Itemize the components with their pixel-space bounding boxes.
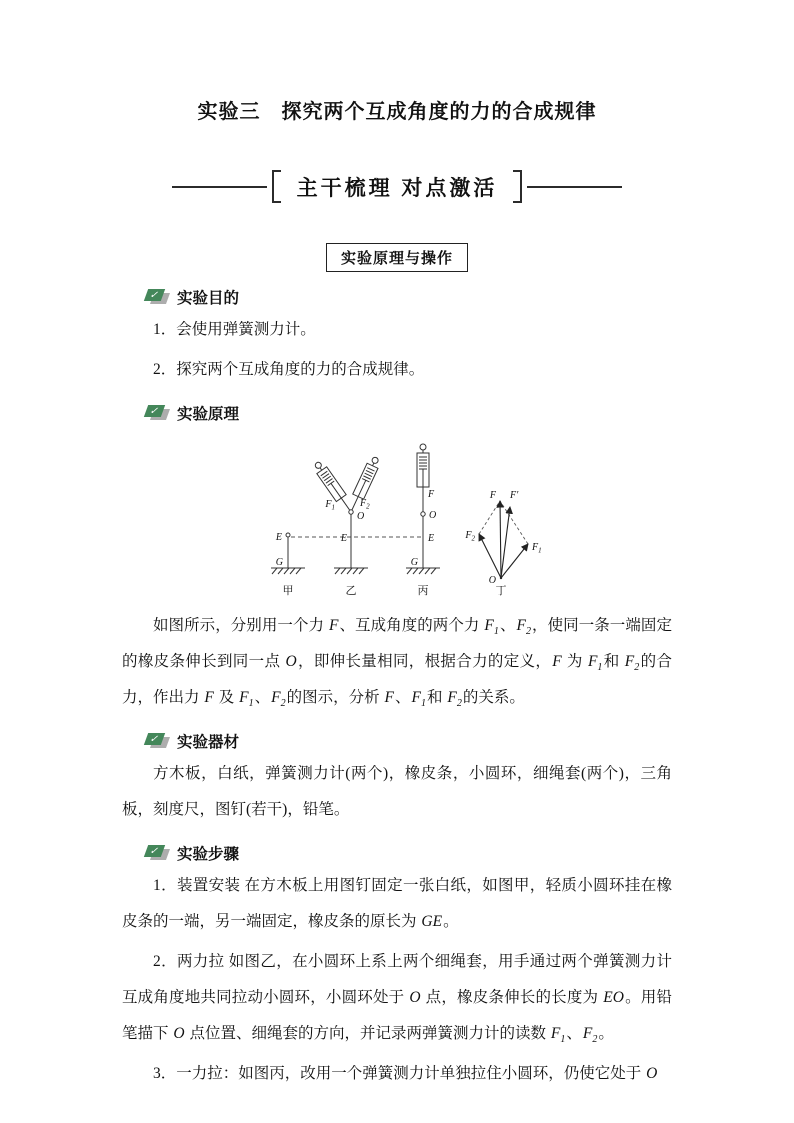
- heading-steps: [146, 842, 672, 864]
- label-O: O: [429, 510, 437, 521]
- step-paragraph-1: 1．装置安装 在方木板上用图钉固定一张白纸，如图甲，轻质小圆环挂在橡皮条的一端，另一端固定，橡皮条的原长为 GE。: [122, 877, 672, 930]
- force-vector-F: [500, 501, 501, 578]
- section-box-wrap: [122, 243, 672, 272]
- ring-icon: [349, 510, 353, 514]
- experiment-figure-svg: [251, 430, 571, 604]
- purpose-item-2: 2．探究两个互成角度的力的合成规律。: [153, 361, 425, 378]
- label-O: O: [357, 511, 365, 522]
- check-icon: [146, 289, 169, 306]
- equipment-paragraph: 方木板，白纸，弹簧测力计(两个)，橡皮条，小圆环，细绳套(两个)，三角板，刻度尺，图钉(若干)，铅笔。: [122, 765, 672, 818]
- label-E: E: [428, 533, 435, 544]
- experiment-figure: [136, 430, 686, 604]
- page-title: 实验三 探究两个互成角度的力的合成规律: [197, 101, 597, 123]
- heading-equipment-label: 实验器材: [177, 734, 240, 751]
- banner-bracket-left-icon: [272, 170, 281, 203]
- check-icon-mark: ✓: [144, 405, 165, 417]
- heading-principle-label: 实验原理: [177, 406, 240, 423]
- ground-hatch-icon: [406, 568, 440, 574]
- check-icon: [146, 845, 169, 862]
- label-F1: $F_1$: [325, 499, 335, 512]
- step-paragraph-3: 3．一力拉：如图丙，改用一个弹簧测力计单独拉住小圆环，仍使它处于 O: [153, 1065, 658, 1082]
- panel-label-yi: 乙: [345, 585, 357, 597]
- panel-label-jia: 甲: [282, 585, 294, 597]
- check-icon-mark: ✓: [144, 289, 165, 301]
- ring-icon: [421, 512, 425, 516]
- label-F2: $F_2$: [465, 530, 475, 543]
- label-E: E: [275, 532, 282, 543]
- panel-label-bing: 丙: [417, 585, 429, 597]
- heading-principle: [146, 402, 672, 424]
- ground-hatch-icon: [271, 568, 305, 574]
- check-icon: [146, 405, 169, 422]
- panel-label-ding: 丁: [495, 585, 507, 597]
- label-G: G: [410, 557, 418, 568]
- check-icon-mark: ✓: [144, 733, 165, 745]
- heading-purpose: [146, 286, 672, 308]
- banner-title: 主干梳理 对点激活: [296, 176, 498, 200]
- check-icon: [146, 733, 169, 750]
- ring-icon: [286, 533, 290, 537]
- figure-panel-yi: [312, 455, 382, 597]
- heading-steps-label: 实验步骤: [177, 846, 240, 863]
- principle-paragraph: 如图所示，分别用一个力 F、互成角度的两个力 $F_1$、$F_2$，使同一条一端固定的橡皮条伸长到同一点 O，即伸长量相同，根据合力的定义，F 为 $F_1$和 $F_2$的合力，作出力 F 及 $F_1$、$F_2$的图示，分析 F、$F_1$和 $F_2$的关系。: [122, 617, 672, 710]
- section-box-title: 实验原理与操作: [326, 243, 468, 272]
- figure-panel-bing: [406, 444, 440, 597]
- heading-purpose-label: 实验目的: [177, 290, 240, 307]
- label-F: F: [489, 490, 496, 501]
- figure-panel-ding: [464, 490, 541, 597]
- banner-bracket-right-icon: [513, 170, 522, 203]
- banner-line-left: [172, 186, 267, 188]
- origin-point: [500, 577, 502, 579]
- force-vector-F-prime: [501, 507, 510, 578]
- ground-hatch-icon: [334, 568, 368, 574]
- label-F1: $F_1$: [532, 542, 542, 555]
- label-F-prime: F′: [510, 490, 519, 501]
- label-G: G: [275, 557, 283, 568]
- check-icon-mark: ✓: [144, 845, 165, 857]
- banner-line-right: [527, 186, 622, 188]
- label-O: O: [488, 575, 496, 586]
- heading-equipment: [146, 730, 672, 752]
- parallelogram-dashed-side: [500, 501, 528, 544]
- label-F2: $F_2$: [360, 498, 370, 511]
- force-vector-F2: [479, 534, 501, 578]
- parallelogram-dashed-side: [479, 501, 500, 534]
- step-paragraph-2: 2．两力拉 如图乙，在小圆环上系上两个细绳套，用手通过两个弹簧测力计互成角度地共同拉动小圆环，小圆环处于 O 点，橡皮条伸长的长度为 EO。用铅笔描下 O 点位置、细绳套的方向，并记录两弹簧测力计的读数 $F_1$、$F_2$。: [122, 953, 672, 1046]
- purpose-item-1: 1．会使用弹簧测力计。: [153, 321, 316, 338]
- banner: [122, 170, 672, 203]
- label-F: F: [428, 489, 435, 500]
- figure-panel-jia: [271, 532, 305, 597]
- label-E: E: [340, 533, 347, 544]
